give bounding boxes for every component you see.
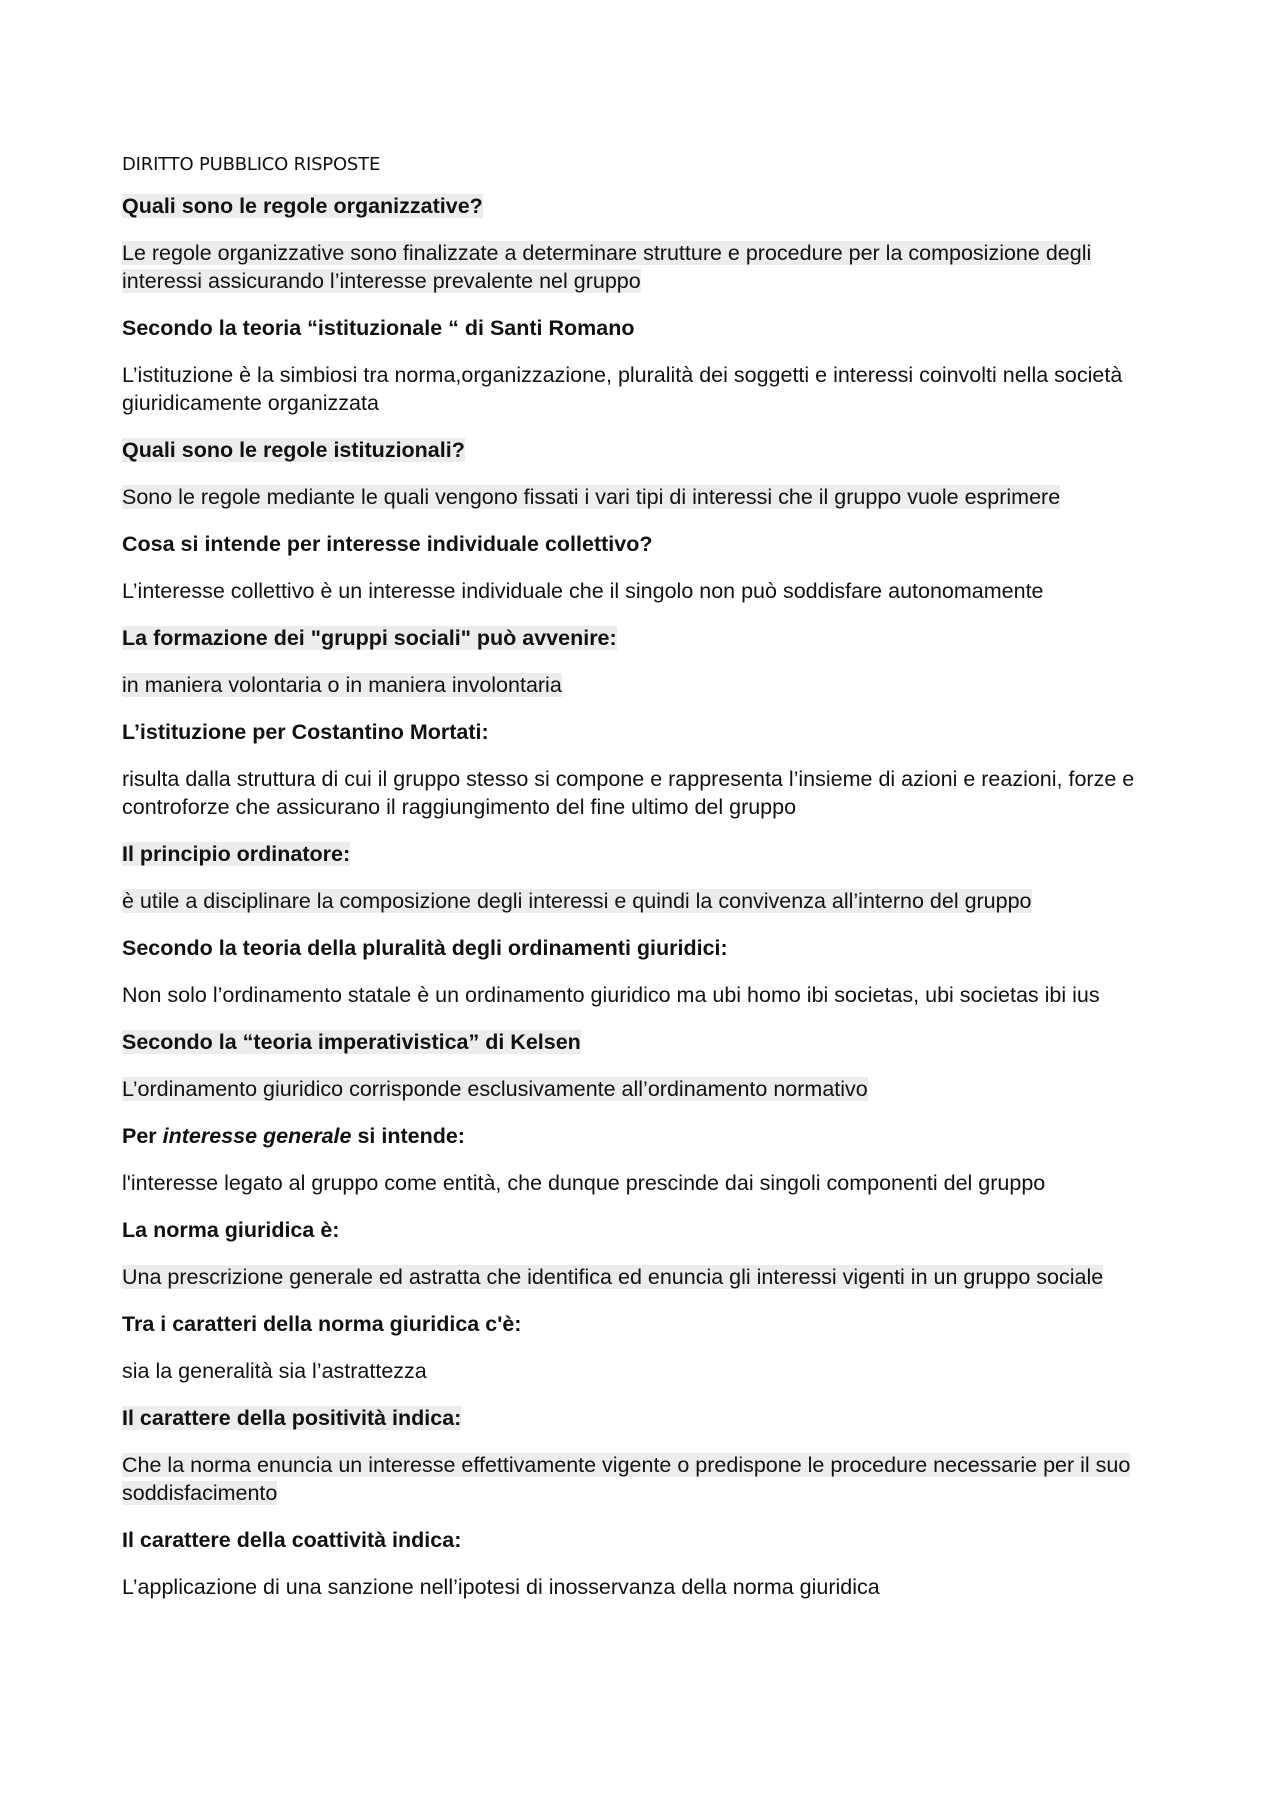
qa-item-8 [122, 934, 1172, 1009]
question-text: Secondo la teoria “istituzionale “ di Santi Romano [122, 316, 635, 340]
question-10 [122, 1122, 1172, 1150]
qa-item-9 [122, 1028, 1172, 1103]
qa-item-5 [122, 624, 1172, 699]
question-text: Quali sono le regole istituzionali? [122, 438, 465, 462]
qa-item-6 [122, 718, 1172, 821]
question-8 [122, 934, 1172, 962]
answer-text: è utile a disciplinare la composizione degli interessi e quindi la convivenza all’interno del gruppo [122, 889, 1032, 913]
question-7 [122, 840, 1172, 868]
qa-item-7 [122, 840, 1172, 915]
qa-item-11 [122, 1216, 1172, 1291]
qa-item-13 [122, 1404, 1172, 1507]
question-3 [122, 436, 1172, 464]
answer-text: L’istituzione è la simbiosi tra norma,organizzazione, pluralità dei soggetti e interessi coinvolti nella società giuridicamente organizzata [122, 363, 1123, 415]
question-4 [122, 530, 1172, 558]
document-title: DIRITTO PUBBLICO RISPOSTE [122, 154, 381, 175]
document-page [122, 152, 1172, 1620]
question-prefix: Per [122, 1124, 163, 1148]
qa-item-10 [122, 1122, 1172, 1197]
question-6 [122, 718, 1172, 746]
question-text: Quali sono le regole organizzative? [122, 194, 483, 218]
answer-text: in maniera volontaria o in maniera involontaria [122, 673, 562, 697]
answer-12 [122, 1357, 1172, 1385]
question-text: La norma giuridica è: [122, 1218, 340, 1242]
answer-14 [122, 1573, 1172, 1601]
answer-text: L’ordinamento giuridico corrisponde esclusivamente all’ordinamento normativo [122, 1077, 868, 1101]
question-text: Il carattere della coattività indica: [122, 1528, 462, 1552]
answer-7 [122, 887, 1172, 915]
question-text: Secondo la teoria della pluralità degli ordinamenti giuridici: [122, 936, 728, 960]
answer-1 [122, 239, 1172, 295]
answer-6 [122, 765, 1172, 821]
answer-text: Non solo l’ordinamento statale è un ordinamento giuridico ma ubi homo ibi societas, ubi societas ibi ius [122, 983, 1100, 1007]
qa-item-4 [122, 530, 1172, 605]
answer-text: Le regole organizzative sono finalizzate a determinare strutture e procedure per la composizione degli interessi assicurando l’interesse prevalente nel gruppo [122, 241, 1092, 293]
question-12 [122, 1310, 1172, 1338]
answer-8 [122, 981, 1172, 1009]
question-suffix: si intende: [351, 1124, 465, 1148]
answer-text: Che la norma enuncia un interesse effettivamente vigente o predispone le procedure necessarie per il suo soddisfacimento [122, 1453, 1131, 1505]
question-11 [122, 1216, 1172, 1244]
answer-text: Sono le regole mediante le quali vengono fissati i vari tipi di interessi che il gruppo vuole esprimere [122, 485, 1061, 509]
question-14 [122, 1526, 1172, 1554]
answer-13 [122, 1451, 1172, 1507]
question-text: La formazione dei "gruppi sociali" può avvenire: [122, 626, 617, 650]
question-text: Secondo la “teoria imperativistica” di Kelsen [122, 1030, 581, 1054]
answer-11 [122, 1263, 1172, 1291]
question-5 [122, 624, 1172, 652]
answer-5 [122, 671, 1172, 699]
question-9 [122, 1028, 1172, 1056]
question-text: Cosa si intende per interesse individuale collettivo? [122, 532, 653, 556]
question-2 [122, 314, 1172, 342]
answer-10 [122, 1169, 1172, 1197]
answer-text: L’interesse collettivo è un interesse individuale che il singolo non può soddisfare autonomamente [122, 579, 1044, 603]
qa-item-3 [122, 436, 1172, 511]
qa-item-2 [122, 314, 1172, 417]
question-text: Tra i caratteri della norma giuridica c'è: [122, 1312, 522, 1336]
qa-item-1 [122, 192, 1172, 295]
qa-item-14 [122, 1526, 1172, 1601]
qa-item-12 [122, 1310, 1172, 1385]
question-13 [122, 1404, 1172, 1432]
answer-9 [122, 1075, 1172, 1103]
answer-text: l'interesse legato al gruppo come entità, che dunque prescinde dai singoli componenti del gruppo [122, 1171, 1046, 1195]
answer-text: risulta dalla struttura di cui il gruppo stesso si compone e rappresenta l’insieme di azioni e reazioni, forze e controforze che assicurano il raggiungimento del fine ultimo del gruppo [122, 767, 1135, 819]
answer-2 [122, 361, 1172, 417]
answer-4 [122, 577, 1172, 605]
question-1 [122, 192, 1172, 220]
question-italic: interesse generale [162, 1124, 352, 1148]
answer-3 [122, 483, 1172, 511]
answer-text: sia la generalità sia l’astrattezza [122, 1359, 427, 1383]
question-text: Il principio ordinatore: [122, 842, 351, 866]
question-text: Il carattere della positività indica: [122, 1406, 462, 1430]
question-text: L’istituzione per Costantino Mortati: [122, 720, 489, 744]
answer-text: L’applicazione di una sanzione nell’ipotesi di inosservanza della norma giuridica [122, 1575, 880, 1599]
answer-text: Una prescrizione generale ed astratta che identifica ed enuncia gli interessi vigenti in un gruppo sociale [122, 1265, 1104, 1289]
